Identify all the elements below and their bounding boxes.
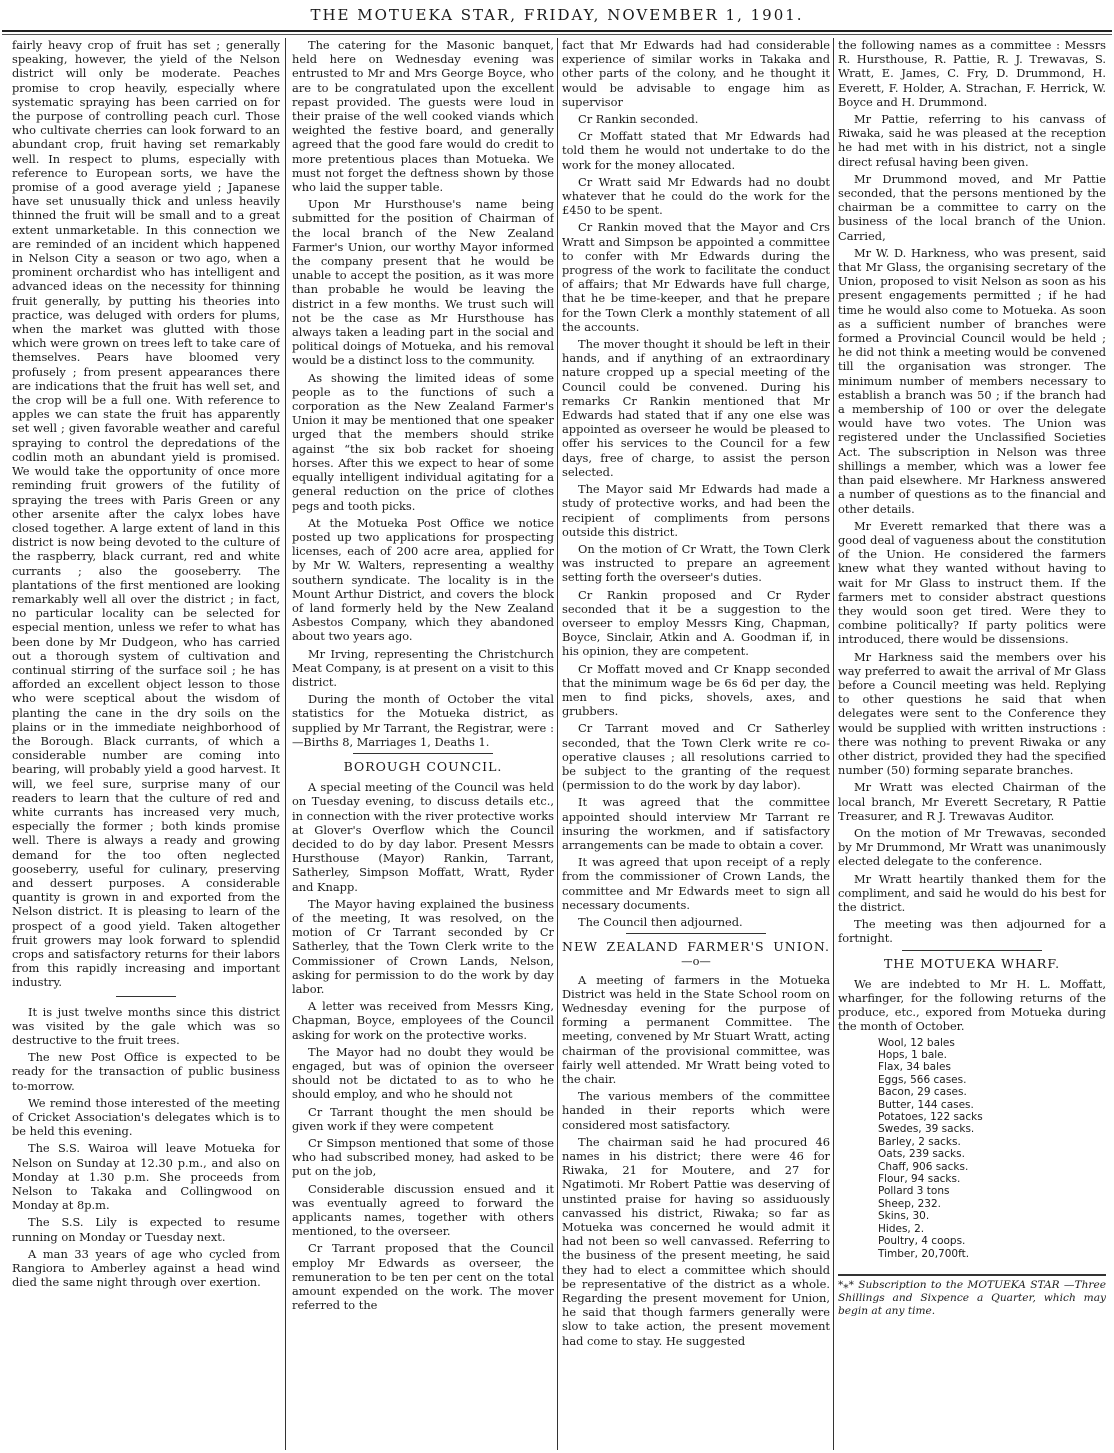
produce-item: Flour, 94 sacks. xyxy=(878,1173,961,1186)
column-3 xyxy=(562,38,830,1448)
news-item: The new Post Office is expected to be ready for the transaction of public business to-morrow. xyxy=(12,1050,280,1093)
column-1 xyxy=(12,38,280,1448)
news-item: The catering for the Masonic banquet, held here on Wednesday evening was entrusted to Mr and Mrs George Boyce, who are to be congratulated upon the excellent repast provided. The guests were loud in their praise of the well cooked viands which weighted the festive board, and generally agreed that the good fare would do credit to more pretentious places than Motueka. We must not forget the deftness shown by those who laid the supper table. xyxy=(292,38,554,195)
news-item: As showing the limited ideas of some people as to the functions of such a corporation as the New Zealand Farmer's Union it may be mentioned that one speaker urged that the members should strike against “the six bob racket for shoeing horses. After this we expect to hear of some equally intelligent individual agitating for a general reduction on the price of clothes pegs and tooth picks. xyxy=(292,370,554,513)
news-item: We remind those interested of the meeting of Cricket Association's delegates which is to be held this evening. xyxy=(12,1095,280,1139)
union-paragraph: On the motion of Mr Trewavas, seconded by Mr Drummond, Mr Wratt was unanimously elected delegate to the conference. xyxy=(838,825,1106,869)
separator xyxy=(353,753,493,754)
union-paragraph: Mr Wratt heartily thanked them for the compliment, and said he would do his best for the district. xyxy=(838,871,1106,914)
section-heading: NEW ZEALAND FARMER'S UNION. xyxy=(562,939,830,955)
union-paragraph: Mr Wratt was elected Chairman of the local branch, Mr Everett Secretary, R Pattie Treasurer, and R J. Trewavas Auditor. xyxy=(838,780,1106,823)
council-paragraph: It was agreed that upon receipt of a reply from the commissioner of Crown Lands, the committee and Mr Edwards meet to sign all necessary documents. xyxy=(562,855,830,912)
masthead: THE MOTUEKA STAR, FRIDAY, NOVEMBER 1, 1901. xyxy=(310,6,804,24)
produce-item: Flax, 34 bales xyxy=(878,1061,951,1074)
union-paragraph: Mr Everett remarked that there was a good deal of vagueness about the constitution of the Union. He considered the farmers knew what they wanted without having to wait for Mr Glass to instruct them. If the farmers met to consider abstract questions they would soon get tired. Were they to combine politically? If party politics were introduced, there would be dissensions. xyxy=(838,518,1106,647)
council-paragraph: The Mayor had no doubt they would be engaged, but was of opinion the overseer should not be dictated to as to who he should employ, and who he should not xyxy=(292,1044,554,1102)
council-paragraph: The Council then adjourned. xyxy=(578,914,743,929)
column-2 xyxy=(292,38,554,1448)
produce-item: Eggs, 566 cases. xyxy=(878,1073,967,1086)
council-paragraph: A special meeting of the Council was held on Tuesday evening, to discuss details etc., in connection with the river protective works at Glover's Overflow which the Council decided to do by day labor. Present Messrs Hursthouse (Mayor) Rankin, Tarrant, Satherley, Simpson Moffatt, Wratt, Ryder and Knapp. xyxy=(292,780,554,894)
union-paragraph: the following names as a committee : Messrs R. Hursthouse, R. Pattie, R. J. Trewavas, S. Wratt, E. James, C. Fry, D. Drummond, H. Everett, F. Holder, A. Strachan, F. Herrick, W. Boyce and H. Drummond. xyxy=(838,38,1106,109)
council-paragraph: Cr Rankin moved that the Mayor and Crs Wratt and Simpson be appointed a committee to confer with Mr Edwards during the progress of the work to facilitate the conduct of affairs; that Mr Edwards have full charge, that he be time-keeper, and that he prepare for the Town Clerk a monthly statement of all the accounts. xyxy=(562,220,830,334)
council-paragraph: Cr Tarrant moved and Cr Satherley seconded, that the Town Clerk write re co-operative clauses ; all resolutions carried to be subject to the granting of the request (permission to do the work by day labor). xyxy=(562,721,830,793)
union-paragraph: A meeting of farmers in the Motueka District was held in the State School room on Wednesday evening for the purpose of forming a permanent Committee. The meeting, convened by Mr Stuart Wratt, acting chairman of the provisional committee, was fairly well attended. Mr Wratt being voted to the chair. xyxy=(562,972,830,1087)
council-paragraph: Considerable discussion ensued and it was eventually agreed to forward the applicants names, together with others mentioned, to the overseer. xyxy=(292,1181,554,1239)
news-item: At the Motueka Post Office we notice posted up two applications for prospecting licenses, each of 200 acre area, applied for by Mr W. Walters, representing a wealthy southern syndicate. The locality is in the Mount Arthur District, and covers the block of land formerly held by the New Zealand Asbestos Company, which they abandoned about two years ago. xyxy=(292,515,554,644)
produce-item: Chaff, 906 sacks. xyxy=(878,1160,969,1173)
separator xyxy=(626,933,766,934)
section-heading: THE MOTUEKA WHARF. xyxy=(883,955,1061,971)
produce-item: Timber, 20,700ft. xyxy=(878,1247,970,1260)
council-paragraph: Cr Moffatt moved and Cr Knapp seconded that the minimum wage be 6s 6d per day, the men to find picks, shovels, axes, and grubbers. xyxy=(562,661,830,719)
council-paragraph: Cr Moffatt stated that Mr Edwards had told them he would not undertake to do the work for the money allocated. xyxy=(562,129,830,172)
council-paragraph: Cr Simpson mentioned that some of those who had subscribed money, had asked to be put on the job, xyxy=(292,1136,554,1179)
separator xyxy=(116,996,176,997)
produce-item: Potatoes, 122 sacks xyxy=(878,1111,983,1124)
council-paragraph: Cr Rankin proposed and Cr Ryder seconded that it be a suggestion to the overseer to employ Messrs King, Chapman, Boyce, Sinclair, Atkin and A. Goodman if, in his opinion, they are competent. xyxy=(562,587,830,659)
produce-item: Swedes, 39 sacks. xyxy=(878,1123,975,1136)
masthead-rule xyxy=(2,30,1112,32)
union-paragraph: The chairman said he had procured 46 names in his district; there were 46 for Riwaka, 21 for Moutere, and 27 for Ngatimoti. Mr Robert Pattie was deserving of unstinted praise for having so assiduously canvassed his district, Riwaka; so far as Motueka was concerned he would admit it had not been so well canvassed. Referring to the business of the present meeting, he said they had to elect a committee which should be representative of the district as a whole. Regarding the present movement for Union, he said that though farmers generally were slow to take action, the present movement had come to stay. He suggested xyxy=(562,1134,830,1348)
union-paragraph: Mr Harkness said the members over his way preferred to await the arrival of Mr Glass before a Council meeting was held. Replying to other questions he said that when delegates were sent to the Conference they would be supplied with written instructions : there was nothing to prevent Riwaka or any other district, provided they had the specified number (50) forming separate branches. xyxy=(838,649,1106,778)
council-paragraph: The Mayor said Mr Edwards had made a study of protective works, and had been the recipient of compliments from persons outside this district. xyxy=(562,482,830,539)
news-item: The S.S. Lily is expected to resume running on Monday or Tuesday next. xyxy=(12,1215,280,1244)
article-fruit-crop: fairly heavy crop of fruit has set ; generally speaking, however, the yield of the Nelson district will only be moderate. Peaches promise to crop heavily, especially where systematic spraying has been carried on for the purpose of controlling peach curl. Those who cultivate cherries can look forward to an abundant crop, fruit having set remarkably well. In respect to plums, especially with reference to European sorts, we have the promise of a good average yield ; Japanese have set unusually thick and unless heavily thinned the fruit will be small and to a great extent unmarketable. In this connection we are reminded of an incident which happened in Nelson City a season or two ago, when a prominent orchardist who has intelligent and advanced ideas on the necessity for thinning fruit generally, by putting his theories into practice, was deluged with orders for plums, when the market was glutted with those which were grown on trees left to take care of themselves. Pears have bloomed very profusely ; from present appearances there are indications that the fruit has well set, and the crop will be a full one. With reference to apples we can state the fruit has apparently set well ; given favorable weather and careful spraying to control the depredations of the codlin moth an abundant yield is promised. We would take the opportunity of once more reminding fruit growers of the futility of spraying the trees with Paris Green or any other arsenite after the calyx lobes have closed together. A large extent of land in this district is now being devoted to the culture of the raspberry, black currant, red and white currants ; also the gooseberry. The plantations of the first mentioned are looking remarkably well all over the district ; in fact, no particular locality can be selected for especial mention, unless we refer to what has been done by Mr Dudgeon, who has carried out a thorough system of cultivation and continual stirring of the surface soil ; he has afforded an excellent object lesson to those who were sceptical about the wisdom of planting the cane in the dry soils on the plains or in the immediate neighborhood of the Borough. Black currants, of which a considerable number are coming into bearing, will probably yield a good harvest. It will, we feel sure, surprise many of our readers to learn that the culture of red and white currants has increased very much, especially the former ; both kinds promise well. There is always a ready and growing demand for the too often neglected gooseberry, useful for culinary, preserving and dessert purposes. A considerable quantity is grown in and exported from the Nelson district. It is pleasing to learn of the prospect of a good yield. Taken altogether fruit growers may look forward to splendid crops and satisfactory returns for their labors from this rapidly increasing and important industry. xyxy=(12,38,280,990)
news-item: Mr Irving, representing the Christchurch Meat Company, is at present on a visit to this district. xyxy=(292,646,554,689)
council-paragraph: Cr Wratt said Mr Edwards had no doubt whatever that he could do the work for the £450 to be spent. xyxy=(562,174,830,218)
produce-item: Sheep, 232. xyxy=(878,1197,941,1210)
separator xyxy=(902,950,1042,951)
heading-ornament: —o— xyxy=(681,954,711,969)
produce-item: Butter, 144 cases. xyxy=(878,1098,974,1111)
subscription-notice: *⁎* Subscription to the MOTUEKA STAR —Three Shillings and Sixpence a Quarter, which may begin at any time. xyxy=(838,1274,1106,1318)
produce-list xyxy=(878,1037,1106,1260)
masthead-rule-thin xyxy=(2,34,1112,35)
union-paragraph: Mr W. D. Harkness, who was present, said that Mr Glass, the organising secretary of the Union, proposed to visit Nelson as soon as his present engagements permitted ; if he had time he would also come to Motueka. As soon as a sufficient number of branches were formed a Provincial Council would be held ; he did not think a meeting would be convened till the organisation was stronger. The minimum number of members necessary to establish a branch was 50 ; if the branch had a membership of 100 or over the delegate would have two votes. The Union was registered under the Unclassified Societies Act. The subscription in Nelson was three shillings a member, which was a lower fee than paid elsewhere. Mr Harkness answered a number of questions as to the financial and other details. xyxy=(838,245,1106,516)
council-paragraph: The mover thought it should be left in their hands, and if anything of an extraordinary nature cropped up a special meeting of the Council could be convened. During his remarks Cr Rankin mentioned that Mr Edwards had stated that if any one else was appointed as overseer he would be pleased to offer his services to the Council for a few days, free of charge, to assist the person selected. xyxy=(562,337,830,479)
produce-item: Skins, 30. xyxy=(878,1210,930,1223)
produce-item: Poultry, 4 coops. xyxy=(878,1235,966,1248)
council-paragraph: A letter was received from Messrs King, Chapman, Boyce, employees of the Council asking for work on the protective works. xyxy=(292,999,554,1042)
news-item: The S.S. Wairoa will leave Motueka for Nelson on Sunday at 12.30 p.m., and also on Monday at 1.30 p.m. She proceeds from Nelson to Takaka and Collingwood on Monday at 8p.m. xyxy=(12,1141,280,1213)
produce-item: Wool, 12 bales xyxy=(878,1036,955,1049)
news-item: Upon Mr Hursthouse's name being submitted for the position of Chairman of the local branch of the New Zealand Farmer's Union, our worthy Mayor informed the company present that he would be unable to accept the position, as it was more than probable he would be leaving the district in a few months. We trust such will not be the case as Mr Hursthouse has always taken a leading part in the social and political doings of Motueka, and his removal would be a distinct loss to the community. xyxy=(292,197,554,368)
produce-item: Hides, 2. xyxy=(878,1222,925,1235)
council-paragraph: fact that Mr Edwards had had considerable experience of similar works in Takaka and other parts of the colony, and he thought it would be advisable to engage him as supervisor xyxy=(562,38,830,109)
column-divider xyxy=(285,38,286,1450)
council-paragraph: Cr Tarrant thought the men should be given work if they were competent xyxy=(292,1104,554,1133)
produce-item: Oats, 239 sacks. xyxy=(878,1148,965,1161)
produce-item: Hops, 1 bale. xyxy=(878,1049,947,1062)
column-divider xyxy=(833,38,834,1450)
column-4 xyxy=(838,38,1106,1448)
council-paragraph: The Mayor having explained the business of the meeting, It was resolved, on the motion of Cr Tarrant seconded by Cr Satherley, that the Town Clerk write to the Commissioner of Crown Lands, Nelson, asking for permission to do the work by day labor. xyxy=(292,896,554,996)
news-item: A man 33 years of age who cycled from Rangiora to Amberley against a head wind died the same night through over exertion. xyxy=(12,1246,280,1290)
council-paragraph: On the motion of Cr Wratt, the Town Clerk was instructed to prepare an agreement setting forth the overseer's duties. xyxy=(562,541,830,585)
produce-item: Barley, 2 sacks. xyxy=(878,1135,961,1148)
union-paragraph: Mr Pattie, referring to his canvass of Riwaka, said he was pleased at the reception he had met with in his district, not a single direct refusal having been given. xyxy=(838,112,1106,169)
wharf-intro: We are indebted to Mr H. L. Moffatt, wharfinger, for the following returns of the produce, etc., expored from Motueka during the month of October. xyxy=(838,976,1106,1034)
council-paragraph: Cr Tarrant proposed that the Council employ Mr Edwards as overseer, the remuneration to be ten per cent on the total amount expended on the work. The mover referred to the xyxy=(292,1241,554,1313)
news-item: It is just twelve months since this district was visited by the gale which was so destructive to the fruit trees. xyxy=(12,1004,280,1048)
news-item: During the month of October the vital statistics for the Motueka district, as supplied by Mr Tarrant, the Registrar, were :—Births 8, Marriages 1, Deaths 1. xyxy=(292,692,554,749)
column-divider xyxy=(557,38,558,1450)
union-paragraph: The various members of the committee handed in their reports which were considered most satisfactory. xyxy=(562,1089,830,1132)
section-heading: BOROUGH COUNCIL. xyxy=(343,758,503,774)
produce-item: Pollard 3 tons xyxy=(878,1185,950,1198)
union-paragraph: Mr Drummond moved, and Mr Pattie seconded, that the persons mentioned by the chairman be a committee to carry on the business of the local branch of the Union. Carried, xyxy=(838,171,1106,243)
council-paragraph: Cr Rankin seconded. xyxy=(578,112,699,127)
council-paragraph: It was agreed that the committee appointed should interview Mr Tarrant re insuring the workmen, and if satisfactory arrangements can be made to obtain a cover. xyxy=(562,795,830,852)
produce-item: Bacon, 29 cases. xyxy=(878,1086,967,1099)
union-paragraph: The meeting was then adjourned for a fortnight. xyxy=(838,917,1106,946)
